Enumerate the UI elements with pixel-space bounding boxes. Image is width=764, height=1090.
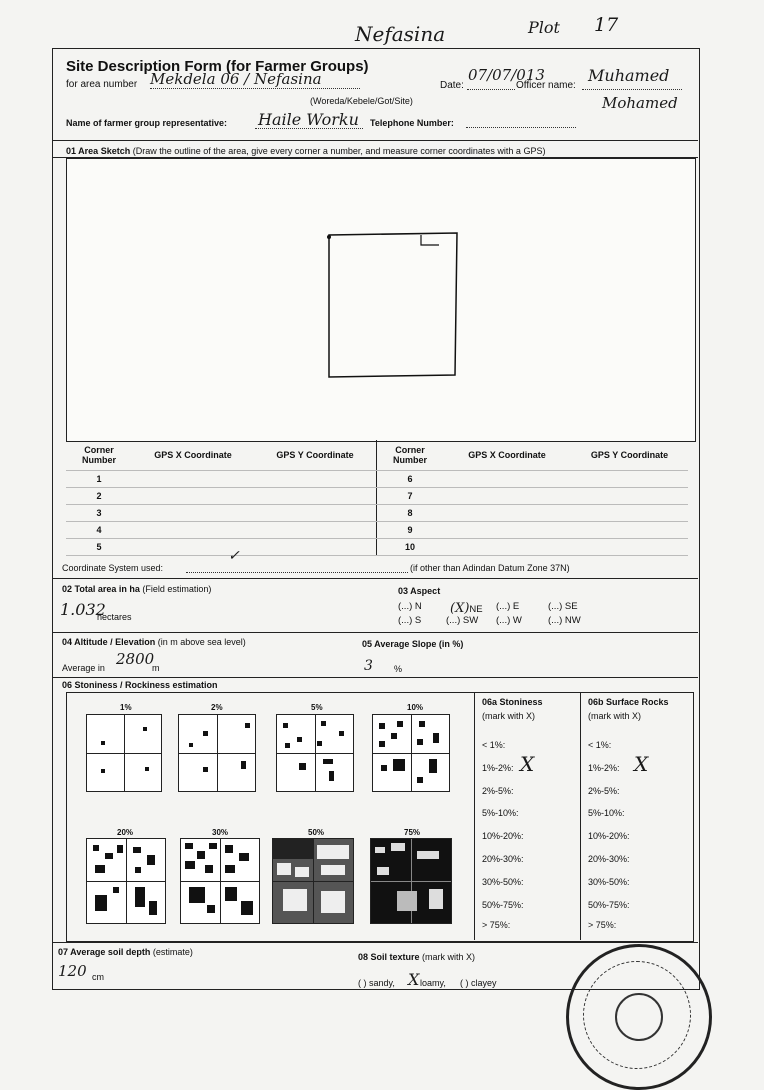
pct-label-2: 2% [211,703,223,712]
section-07-heading: 07 Average soil depth (estimate) [58,947,193,957]
corner-2: 2 [66,487,132,504]
hectares-unit: hectares [97,612,132,622]
aspect-n[interactable]: (...) N [398,601,422,612]
rocks-option[interactable]: 20%-30%: [588,854,630,864]
rocks-option[interactable]: 10%-20%: [588,831,630,841]
total-area-field[interactable]: 1.032 [60,600,106,619]
altitude-field[interactable]: 2800 [116,650,155,668]
rocks-option[interactable]: < 1%: [588,740,612,750]
rocks-option[interactable]: 2%-5%: [588,786,620,796]
texture-mark-x: X [408,970,420,989]
gps-cell[interactable] [132,521,254,538]
gps-x-header: GPS X Coordinate [132,440,254,470]
surface-rocks-sub: (mark with X) [588,711,642,721]
stoniness-option[interactable]: 5%-10%: [482,808,519,818]
section-05-heading: 05 Average Slope (in %) [362,639,464,649]
stone-chart-5pct [276,714,354,792]
section-01-heading: 01 Area Sketch (Draw the outline of the area, give every corner a number, and measure corner coordinates with a GPS) [66,146,546,156]
corner-7: 7 [377,487,444,504]
pct-label-50: 50% [308,828,325,837]
telephone-field[interactable] [466,127,576,128]
form-title: Site Description Form (for Farmer Groups) [66,58,369,75]
stoniness-option[interactable]: 10%-20%: [482,831,524,841]
stone-chart-10pct [372,714,450,792]
pct-label-75: 75% [404,828,421,837]
stoniness-option[interactable]: 1%-2%: [482,763,514,773]
area-sketch-box[interactable] [66,158,696,442]
gps-cell[interactable] [443,487,571,504]
stone-chart-1pct [86,714,162,792]
rocks-mark-x: X [634,752,649,776]
section-04-heading: 04 Altitude / Elevation (in m above sea level) [62,637,246,647]
area-number-label: for area number [66,79,138,90]
gps-cell[interactable] [132,487,254,504]
gps-cell[interactable] [254,487,377,504]
texture-sandy[interactable]: ( ) sandy, [358,978,395,988]
corner-5: 5 [66,538,132,555]
aspect-se[interactable]: (...) SE [548,601,578,612]
official-stamp [566,944,712,1090]
gps-cell[interactable] [254,521,377,538]
gps-cell[interactable] [571,504,688,521]
coord-system-check: ✓ [228,548,240,564]
aspect-nw[interactable]: (...) NW [548,615,581,626]
gps-coordinate-table [66,440,688,556]
gps-cell[interactable] [132,504,254,521]
rocks-option[interactable]: 50%-75%: [588,900,630,910]
pct-label-10: 10% [407,703,424,712]
average-altitude-label: Average in [62,663,105,673]
stoniness-option[interactable]: 50%-75%: [482,900,524,910]
stoniness-sub: (mark with X) [482,711,536,721]
gps-y-header-2: GPS Y Coordinate [571,440,688,470]
gps-cell[interactable] [443,521,571,538]
gps-cell[interactable] [571,487,688,504]
officer-name-label: Officer name: [516,80,576,91]
texture-clayey[interactable]: ( ) clayey [460,978,497,988]
stoniness-option[interactable]: > 75%: [482,920,511,930]
stone-chart-75pct [370,838,452,924]
stoniness-title: 06a Stoniness [482,697,543,707]
plot-number-handwritten: 17 [594,14,619,36]
gps-cell[interactable] [254,538,377,555]
sketch-outline [67,159,695,441]
section-03-heading: 03 Aspect [398,586,441,596]
pct-label-5: 5% [311,703,323,712]
date-label: Date: [440,80,464,91]
plot-label-handwritten: Plot [528,18,560,37]
corner-number-header: Corner Number [66,440,132,470]
pct-label-20: 20% [117,828,134,837]
stone-chart-50pct [272,838,354,924]
rocks-option[interactable]: 5%-10%: [588,808,625,818]
date-field[interactable]: 07/07/013 [468,66,545,84]
corner-10: 10 [377,538,444,555]
site-name-handwritten: Nefasina [355,22,446,46]
corner-3: 3 [66,504,132,521]
stoniness-option[interactable]: < 1%: [482,740,506,750]
coord-system-label: Coordinate System used: [62,563,164,573]
soil-depth-field[interactable]: 120 [58,962,87,980]
coord-system-note: (if other than Adindan Datum Zone 37N) [410,563,570,573]
aspect-s[interactable]: (...) S [398,615,422,626]
aspect-w[interactable]: (...) W [496,615,522,626]
slope-unit: % [394,664,403,674]
coord-system-field[interactable] [186,572,408,573]
stoniness-mark-x: X [520,752,535,776]
altitude-unit: m [152,663,160,673]
texture-loamy[interactable]: loamy, [420,978,446,988]
pct-label-1: 1% [120,703,132,712]
gps-cell[interactable] [571,538,688,555]
stone-chart-2pct [178,714,256,792]
corner-6: 6 [377,470,444,487]
gps-cell[interactable] [443,470,571,487]
officer-name-field-line2: Mohamed [602,94,678,112]
gps-cell[interactable] [254,504,377,521]
gps-cell[interactable] [254,470,377,487]
gps-x-header-2: GPS X Coordinate [443,440,571,470]
stoniness-option[interactable]: 30%-50%: [482,877,524,887]
soil-depth-unit: cm [92,972,104,982]
rocks-option[interactable]: 1%-2%: [588,763,620,773]
section-08-heading: 08 Soil texture (mark with X) [358,952,476,962]
aspect-ne[interactable]: (X)NE [450,601,483,616]
officer-name-field[interactable]: Muhamed [588,66,670,85]
slope-field[interactable]: 3 [364,658,373,674]
representative-field[interactable]: Haile Worku [258,110,359,129]
corner-number-header-2: Corner Number [377,440,444,470]
aspect-sw[interactable]: (...) SW [446,615,479,626]
gps-y-header: GPS Y Coordinate [254,440,377,470]
area-number-field[interactable]: Mekdela 06 / Nefasina [150,70,322,88]
gps-cell[interactable] [571,521,688,538]
aspect-e[interactable]: (...) E [496,601,520,612]
section-06-heading: 06 Stoniness / Rockiness estimation [62,680,218,690]
stoniness-option[interactable]: 20%-30%: [482,854,524,864]
section-02-heading: 02 Total area in ha (Field estimation) [62,584,212,594]
gps-cell[interactable] [443,538,571,555]
corner-4: 4 [66,521,132,538]
representative-label: Name of farmer group representative: [66,118,228,128]
stone-chart-30pct [180,838,260,924]
rocks-option[interactable]: 30%-50%: [588,877,630,887]
telephone-label: Telephone Number: [370,118,454,128]
stoniness-option[interactable]: 2%-5%: [482,786,514,796]
stone-chart-20pct [86,838,166,924]
gps-cell[interactable] [443,504,571,521]
gps-cell[interactable] [571,470,688,487]
corner-1: 1 [66,470,132,487]
pct-label-30: 30% [212,828,229,837]
woreda-note: (Woreda/Kebele/Got/Site) [310,96,413,106]
rocks-option[interactable]: > 75%: [588,920,617,930]
corner-9: 9 [377,521,444,538]
corner-8: 8 [377,504,444,521]
gps-cell[interactable] [132,470,254,487]
surface-rocks-title: 06b Surface Rocks [588,697,669,707]
